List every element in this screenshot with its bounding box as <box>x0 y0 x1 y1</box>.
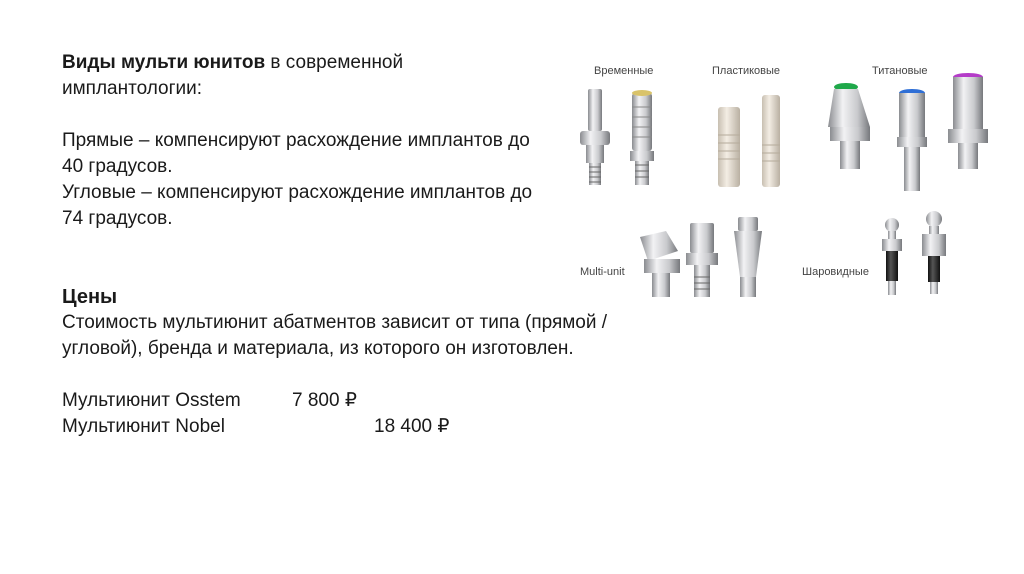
ball-abutment-1 <box>882 218 902 295</box>
prices-desc-line2: угловой), бренда и материала, из которого он изготовлен. <box>62 338 574 359</box>
straight-desc-line1: Прямые – компенсируют расхождение имплантов до <box>62 130 530 151</box>
ball-abutment-2 <box>922 211 946 294</box>
price-row-osstem <box>62 388 662 414</box>
prices-heading: Цены <box>62 286 118 308</box>
titanium-abutment-green <box>828 83 870 169</box>
title-line-2: имплантологии: <box>62 78 203 99</box>
temporary-abutment-2 <box>630 90 654 185</box>
caption-ball: Шаровидные <box>802 266 869 278</box>
title-bold: Виды мульти юнитов <box>62 52 266 73</box>
plastic-abutment-1 <box>718 107 740 187</box>
multiunit-abutment-straight-1 <box>686 223 718 297</box>
caption-temporary: Временные <box>594 65 654 77</box>
caption-multiunit: Multi-unit <box>580 266 625 278</box>
angled-desc-line2: 74 градусов. <box>62 208 173 229</box>
caption-titanium: Титановые <box>872 65 928 77</box>
titanium-abutment-purple <box>948 73 988 169</box>
price-value: 7 800 ₽ <box>292 390 357 411</box>
angled-desc-line1: Угловые – компенсируют расхождение имплантов до <box>62 182 533 203</box>
price-value: 18 400 ₽ <box>374 416 450 437</box>
temporary-abutment-1 <box>580 89 610 185</box>
abutments-illustration <box>570 55 1010 305</box>
multiunit-abutment-angled <box>640 231 680 297</box>
abutment-figure <box>570 55 1010 305</box>
title-rest: в современной <box>265 52 404 73</box>
titanium-abutment-blue <box>897 89 927 191</box>
multiunit-abutment-straight-2 <box>734 217 762 297</box>
plastic-abutment-2 <box>762 95 780 187</box>
prices-desc-line1: Стоимость мультиюнит абатментов зависит от типа (прямой / <box>62 312 608 333</box>
straight-desc-line2: 40 градусов. <box>62 156 173 177</box>
price-name: Мультиюнит Nobel <box>62 416 225 437</box>
caption-plastic: Пластиковые <box>712 65 781 77</box>
price-name: Мультиюнит Osstem <box>62 390 241 411</box>
price-row-nobel <box>62 414 662 440</box>
